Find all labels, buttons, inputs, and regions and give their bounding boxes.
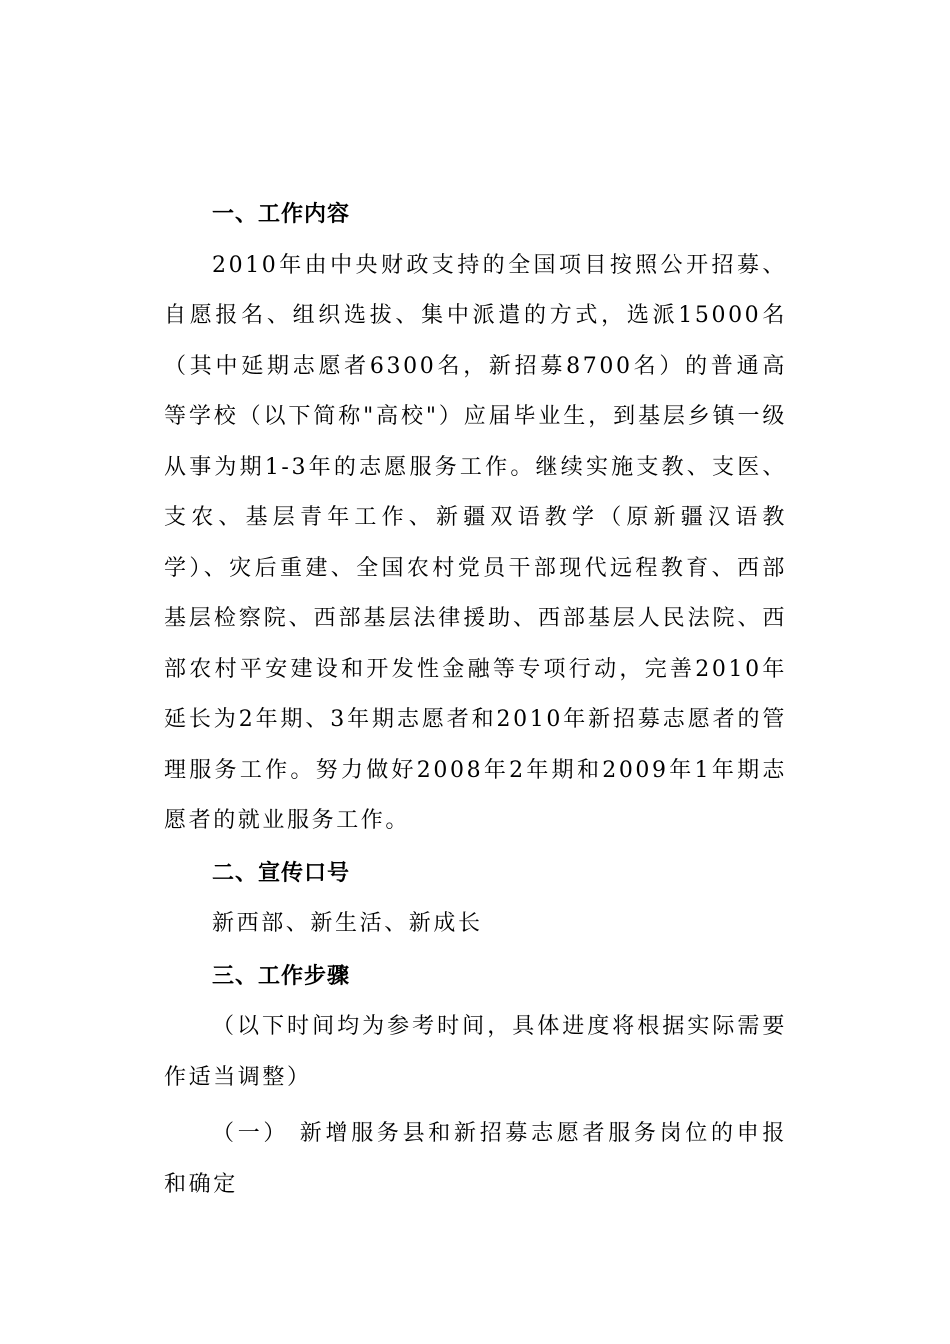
section-heading-slogan: 二、宣传口号 — [212, 860, 351, 886]
subsection-heading-county-and-posts: （一） 新增服务县和新招募志愿者服务岗位的申报和确定 — [164, 1121, 787, 1197]
section-heading-work-content: 一、工作内容 — [212, 202, 351, 227]
section-paragraph-work-content: 2010年由中央财政支持的全国项目按照公开招募、自愿报名、组织选拔、集中派遣的方式，选派15000名（其中延期志愿者6300名，新招募8700名）的普通高等学校（以下简称"高校"）应届毕业生，到基层乡镇一级从事为期1-3年的志愿服务工作。继续实施支教、支医、支农、基层青年工作、新疆双语教学（原新疆汉语教学）、灾后重建、全国农村党员干部现代远程教育、西部基层检察院、西部基层法律援助、西部基层人民法院、西部农村平安建设和开发性金融等专项行动，完善2010年延长为2年期、3年期志愿者和2010年新招募志愿者的管理服务工作。努力做好2008年2年期和2009年1年期志愿者的就业服务工作。 — [164, 252, 787, 833]
section-paragraph-slogan: 新西部、新生活、新成长 — [212, 911, 483, 936]
section-note-reference-time: （以下时间均为参考时间，具体进度将根据实际需要作适当调整） — [164, 1014, 787, 1090]
section-heading-work-steps: 三、工作步骤 — [212, 963, 351, 989]
document-body — [164, 190, 787, 1210]
